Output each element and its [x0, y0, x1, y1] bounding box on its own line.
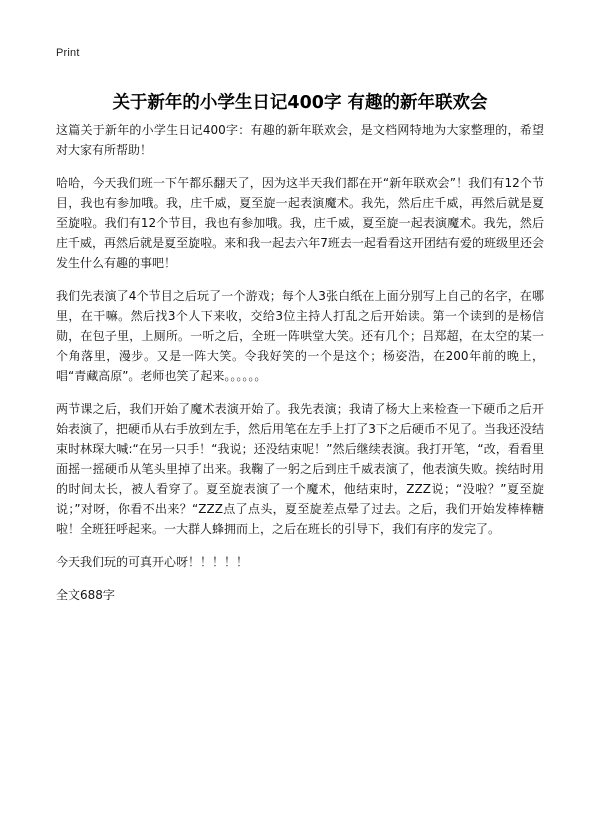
paragraph-1: 哈哈，今天我们班一下午都乐翻天了，因为这半天我们都在开“新年联欢会”！我们有12个节目，我也有参加哦。我，庄千威，夏至旋一起表演魔术。我先，然后庄千威，再然后就是夏至旋啦。我们有12个节目，我也有参加哦。我，庄千威，夏至旋一起表演魔术。我先，然后庄千威，再然后就是夏至旋啦。来和我一起去六年7班去一起看看这开团结有爱的班级里还会发生什么有趣的事吧！	[56, 176, 544, 270]
print-label: Print	[56, 47, 80, 59]
word-count: 全文688字	[56, 588, 115, 602]
paragraph-2: 我们先表演了4个节目之后玩了一个游戏；每个人3张白纸在上面分别写上自己的名字，在哪里，在干嘛。然后找3个人下来收，交给3位主持人打乱之后开始读。第一个读到的是杨信勋，在包子里，上厕所。一听之后，全班一阵哄堂大笑。还有几个；吕郑超，在太空的某一个角落里，漫步。又是一阵大笑。令我好笑的一个是这个；杨姿浩，在200年前的晚上，唱“青藏高原”。老师也笑了起来。。。。。。	[56, 289, 544, 383]
intro-paragraph: 这篇关于新年的小学生日记400字：有趣的新年联欢会，是文档网特地为大家整理的，希望对大家有所帮助！	[56, 123, 544, 157]
paragraph-4: 今天我们玩的可真开心呀！！！！！	[56, 555, 249, 569]
document-title: 关于新年的小学生日记400字 有趣的新年联欢会	[112, 92, 488, 113]
paragraph-3: 两节课之后，我们开始了魔术表演开始了。我先表演；我请了杨大上来检查一下硬币之后开始表演了，把硬币从右手放到左手，然后用笔在左手上打了3下之后硬币不见了。当我还没结束时林琛大喊:“在另一只手！“我说；还没结束呢！”然后继续表演。我打开笔，“改，看看里面摇一摇硬币从笔头里掉了出来。我鞠了一躬之后到庄千威表演了，他表演失败。挨结时用的时间太长，被人看穿了。夏至旋表演了一个魔术，他结束时，ZZZ说；“没啦？”夏至旋说；”对呀，你看不出来？“ZZZ点了点头，夏至旋差点晕了过去。之后，我们开始发棒棒糖啦！全班狂呼起来。一大群人蜂拥而上，之后在班长的引导下，我们有序的发完了。	[56, 402, 544, 536]
